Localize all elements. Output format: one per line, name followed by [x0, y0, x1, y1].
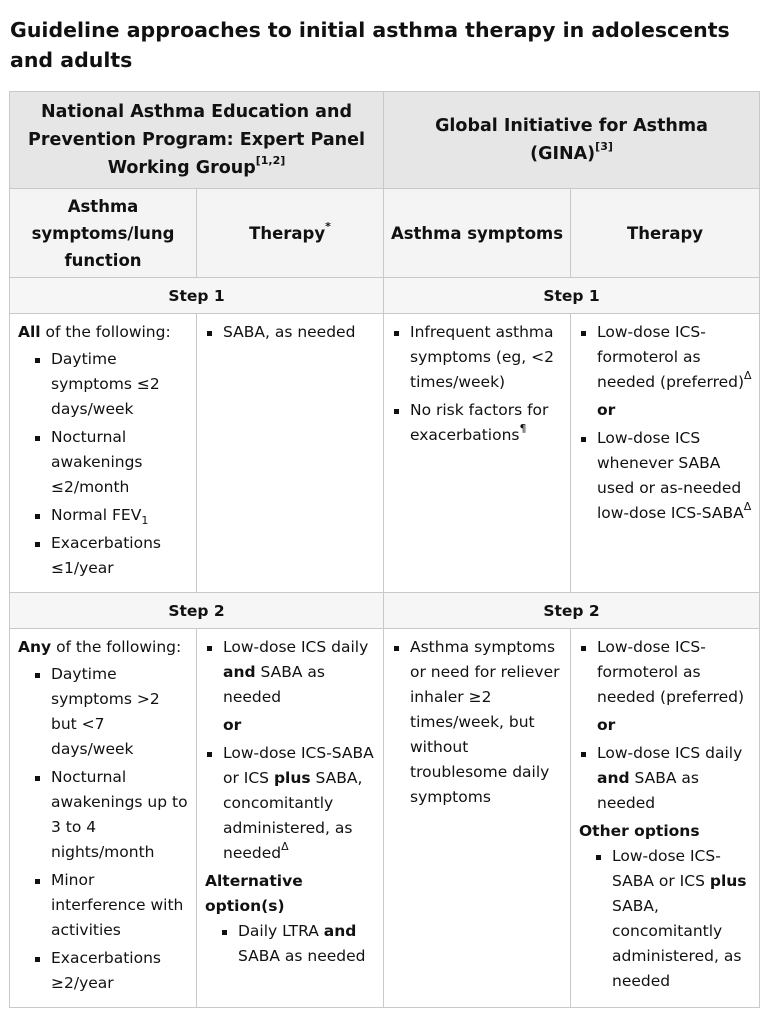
or-label: or [223, 716, 242, 734]
step2-gina-symptoms [384, 629, 571, 1008]
or-label: or [597, 716, 616, 734]
list-item: Low-dose ICS-formoterol as needed (preferred) [579, 635, 753, 710]
list-item: Exacerbations ≥2/year [33, 946, 190, 996]
list-item: Daytime symptoms >2 but <7 days/week [33, 662, 190, 762]
alternative-options-heading: Alternative option(s) [205, 872, 303, 915]
header-row-guidelines [10, 92, 760, 189]
list-item: Low-dose ICS-SABA or ICS plus SABA, concomitantly administered, as needed$^\Delta$ [205, 741, 377, 866]
step1-gina-therapy [571, 314, 760, 593]
step2-content-row [10, 629, 760, 1008]
list-item: No risk factors for exacerbations¶ [392, 398, 564, 448]
step2-naepp-therapy [197, 629, 384, 1008]
step1-gina-symptoms [384, 314, 571, 593]
list-item: Exacerbations ≤1/year [33, 531, 190, 581]
col-header-therapy-naepp: Therapy* [197, 189, 384, 278]
naepp-header: National Asthma Education and Prevention Program: Expert Panel Working Group[1,2] [10, 92, 384, 189]
step-row [10, 278, 760, 314]
list-item: Low-dose ICS-formoterol as needed (preferred)$^\Delta$ [579, 320, 753, 395]
list-item: Low-dose ICS daily and SABA as needed [205, 635, 377, 710]
step2-label-gina: Step 2 [384, 593, 760, 629]
step2-naepp-symptoms: Any of the following: Daytime symptoms >2 but <7 days/week Nocturnal awakenings up to 3 to 4 nights/month Minor interference with activities Exacerbations ≥2/year [10, 629, 197, 1008]
other-options-heading: Other options [579, 822, 700, 840]
list-item: Low-dose ICS whenever SABA used or as-needed low-dose ICS-$SABA^\Delta$ [579, 426, 753, 526]
col-header-therapy-gina: Therapy [571, 189, 760, 278]
list-item: Low-dose ICS-SABA or ICS plus SABA, concomitantly administered, as needed [594, 844, 753, 994]
guideline-table [9, 91, 760, 1008]
list-item: Normal $FEV_1$ [33, 503, 190, 528]
or-label: or [597, 401, 616, 419]
step1-naepp-symptoms: All of the following: Daytime symptoms ≤2 days/week Nocturnal awakenings ≤2/month Normal $FEV_1$ Exacerbations ≤1/year [10, 314, 197, 593]
list-item: Minor interference with activities [33, 868, 190, 943]
list-item: Asthma symptoms or need for reliever inhaler ≥2 times/week, but without troublesome daily symptoms [392, 635, 564, 810]
list-item: Low-dose ICS daily and SABA as needed [579, 741, 753, 816]
gina-header: Global Initiative for Asthma (GINA)[3] [384, 92, 760, 189]
list-item: Daytime symptoms ≤2 days/week [33, 347, 190, 422]
col-header-symptoms-lung: Asthma symptoms/lung function [10, 189, 197, 278]
list-item: SABA, as needed [205, 320, 377, 345]
step2-label-naepp: Step 2 [10, 593, 384, 629]
list-item: Daily LTRA and SABA as needed [220, 919, 377, 969]
step1-label-gina: Step 1 [384, 278, 760, 314]
step1-naepp-therapy [197, 314, 384, 593]
step2-gina-therapy [571, 629, 760, 1008]
list-item: Nocturnal awakenings up to 3 to 4 nights/month [33, 765, 190, 865]
list-item: Nocturnal awakenings ≤2/month [33, 425, 190, 500]
header-row-columns [10, 189, 760, 278]
page-title: Guideline approaches to initial asthma therapy in adolescents and adults [10, 18, 730, 72]
step1-content-row [10, 314, 760, 593]
list-item: Infrequent asthma symptoms (eg, <2 times/week) [392, 320, 564, 395]
step1-label-naepp: Step 1 [10, 278, 384, 314]
step-row [10, 593, 760, 629]
col-header-symptoms: Asthma symptoms [384, 189, 571, 278]
